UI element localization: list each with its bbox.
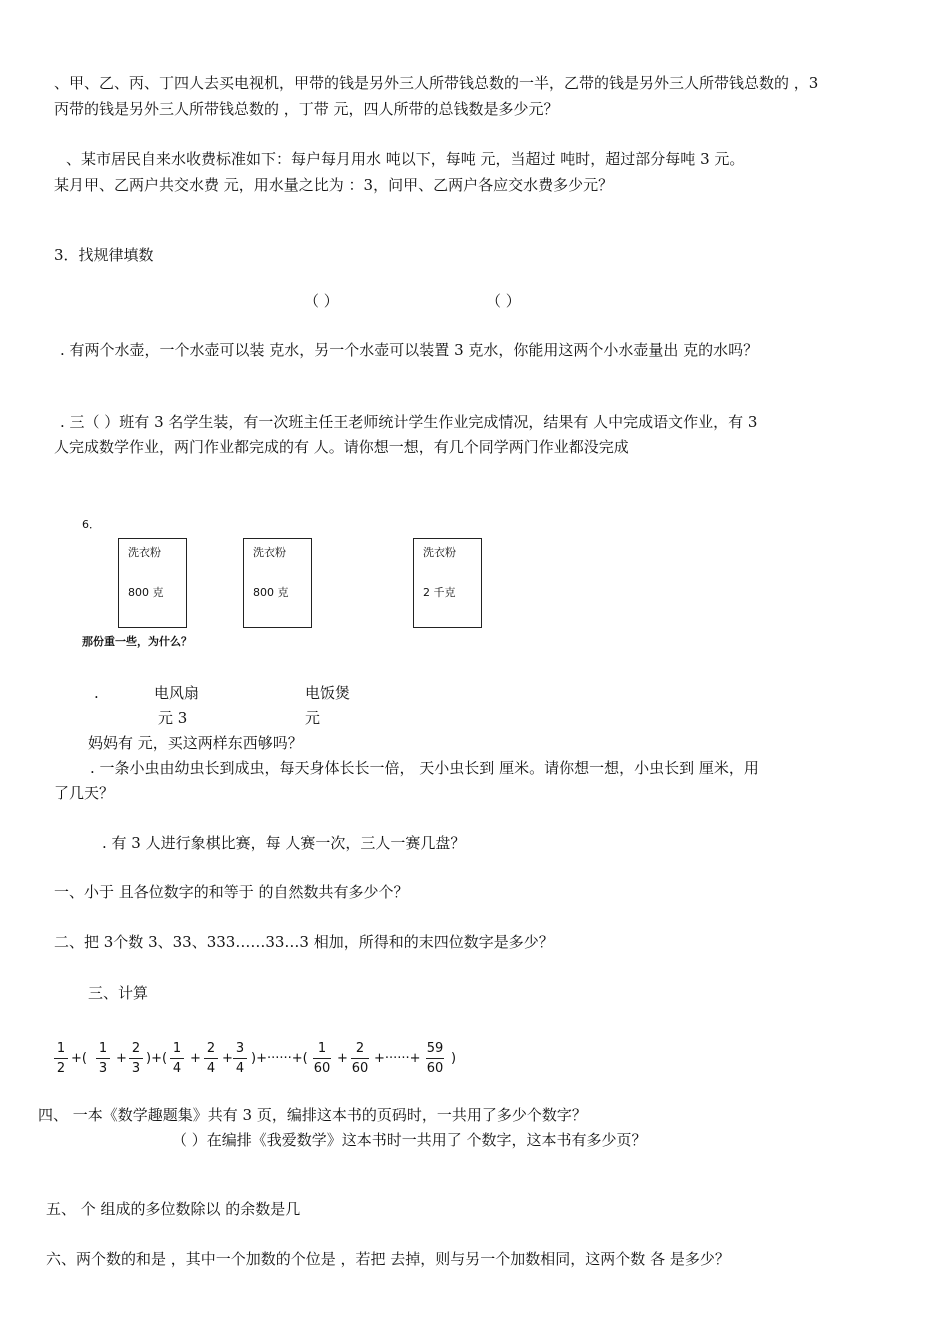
frac-3-4-bar: [233, 1058, 247, 1059]
frac-2-4-den: 4: [206, 1061, 216, 1076]
problem-4: . 有两个水壶，一个水壶可以装 克水，另一个水壶可以装置 3 克水，你能用这两个小水壶量出 克的水吗？: [60, 341, 759, 359]
ellipsis-2: +······+: [374, 1051, 421, 1066]
frac-1-2-bar: [54, 1058, 68, 1059]
plus-paren-1: +(: [71, 1051, 87, 1066]
problem-2-line-1: 、某市居民自来水收费标准如下：每户每月用水 吨以下，每吨 元，当超过 吨时，超过部分每吨 3 元。: [66, 150, 745, 168]
frac-1-3-den: 3: [98, 1061, 108, 1076]
frac-1-4-bar: [170, 1058, 184, 1059]
detergent-box-2-name: 洗衣粉: [253, 546, 286, 559]
detergent-box-1: [118, 538, 187, 628]
detergent-box-2: [243, 538, 312, 628]
frac-2-3-den: 3: [131, 1061, 141, 1076]
problem-7-question: 妈妈有 元，买这两样东西够吗？: [88, 734, 303, 752]
detergent-box-3-name: 洗衣粉: [423, 546, 456, 559]
problem-5-line-2: 人完成数学作业，两门作业都完成的有 人。请你想一想，有几个同学两门作业都没完成: [54, 438, 629, 456]
problem-3-blank-1: （ ）: [304, 292, 339, 310]
frac-3-4-num: 3: [235, 1041, 245, 1056]
detergent-box-3: [413, 538, 482, 628]
frac-1-3-num: 1: [98, 1041, 108, 1056]
problem-6-number: 6．: [82, 518, 100, 531]
frac-2-4-num: 2: [206, 1041, 216, 1056]
plus-3: +: [222, 1051, 233, 1066]
frac-1-60-den: 60: [313, 1061, 331, 1076]
problem-1-line-1: 、甲、乙、丙、丁四人去买电视机，甲带的钱是另外三人所带钱总数的一半，乙带的钱是另外三人所带钱总数的 ，3: [54, 74, 819, 92]
close-paren: ): [451, 1051, 457, 1066]
item-ricecooker-label: 电饭煲: [305, 684, 351, 702]
item-fan-label: 电风扇: [154, 684, 200, 702]
frac-1-60-num: 1: [317, 1041, 327, 1056]
item-fan-price: 元 3: [158, 709, 188, 727]
frac-2-60-den: 60: [351, 1061, 369, 1076]
section-1: 一、小于 且各位数字的和等于 的自然数共有多少个？: [54, 883, 409, 901]
item-ricecooker-price: 元: [305, 709, 321, 727]
plus-2: +: [190, 1051, 201, 1066]
problem-6-question: 那份重一些，为什么？: [82, 635, 192, 648]
ellipsis-group: )+······+(: [251, 1051, 308, 1066]
frac-1-60-bar: [313, 1058, 331, 1059]
frac-2-3-num: 2: [131, 1041, 141, 1056]
problem-2-line-2: 某月甲、乙两户共交水费 元，用水量之比为 ：3，问甲、乙两户各应交水费多少元？: [54, 176, 614, 194]
problem-8-line-1: . 一条小虫由幼虫长到成虫，每天身体长长一倍， 天小虫长到 厘米。请你想一想，小虫长到 厘米，用: [90, 759, 759, 777]
section-3-title: 三、计算: [88, 984, 149, 1002]
problem-9: . 有 3 人进行象棋比赛，每 人赛一次，三人一赛几盘？: [102, 834, 466, 852]
problem-8-line-2: 了几天？: [54, 784, 115, 802]
frac-2-4-bar: [204, 1058, 218, 1059]
plus-4: +: [337, 1051, 348, 1066]
frac-1-3-bar: [96, 1058, 110, 1059]
frac-2-60-num: 2: [355, 1041, 365, 1056]
frac-59-60-bar: [426, 1058, 444, 1059]
problem-7-dot: .: [94, 684, 99, 702]
problem-1-line-2: 丙带的钱是另外三人所带钱总数的 ，丁带 元，四人所带的总钱数是多少元？: [54, 100, 559, 118]
detergent-box-2-weight: 800 克: [253, 586, 289, 599]
frac-59-60-num: 59: [426, 1041, 444, 1056]
problem-3-blank-2: （ ）: [486, 292, 521, 310]
frac-2-3-bar: [129, 1058, 143, 1059]
problem-3-title: 3．找规律填数: [54, 246, 154, 264]
close-plus-open-1: )+(: [146, 1051, 168, 1066]
detergent-box-1-name: 洗衣粉: [128, 546, 161, 559]
frac-3-4-den: 4: [235, 1061, 245, 1076]
frac-59-60-den: 60: [426, 1061, 444, 1076]
detergent-box-3-weight: 2 千克: [423, 586, 456, 599]
frac-1-2-den: 2: [56, 1061, 66, 1076]
section-5: 五、 个 组成的多位数除以 的余数是几: [46, 1200, 301, 1218]
detergent-box-1-weight: 800 克: [128, 586, 164, 599]
section-2: 二、把 3个数 3、33、333……33…3 相加，所得和的末四位数字是多少？: [54, 933, 554, 951]
frac-2-60-bar: [351, 1058, 369, 1059]
section-4-line-1: 四、 一本《数学趣题集》共有 3 页，编排这本书的页码时，一共用了多少个数字？: [38, 1106, 587, 1124]
frac-1-4-num: 1: [172, 1041, 182, 1056]
fraction-sum-formula: [50, 1040, 470, 1082]
section-4-line-2: （ ）在编排《我爱数学》这本书时一共用了 个数字，这本书有多少页？: [172, 1131, 647, 1149]
plus-1: +: [116, 1051, 127, 1066]
section-6: 六、两个数的和是 ，其中一个加数的个位是 ，若把 去掉，则与另一个加数相同，这两个数 各 是多少？: [46, 1250, 730, 1268]
frac-1-4-den: 4: [172, 1061, 182, 1076]
frac-1-2-num: 1: [56, 1041, 66, 1056]
problem-5-line-1: . 三（ ）班有 3 名学生装，有一次班主任王老师统计学生作业完成情况，结果有 人中完成语文作业，有 3: [60, 413, 758, 431]
